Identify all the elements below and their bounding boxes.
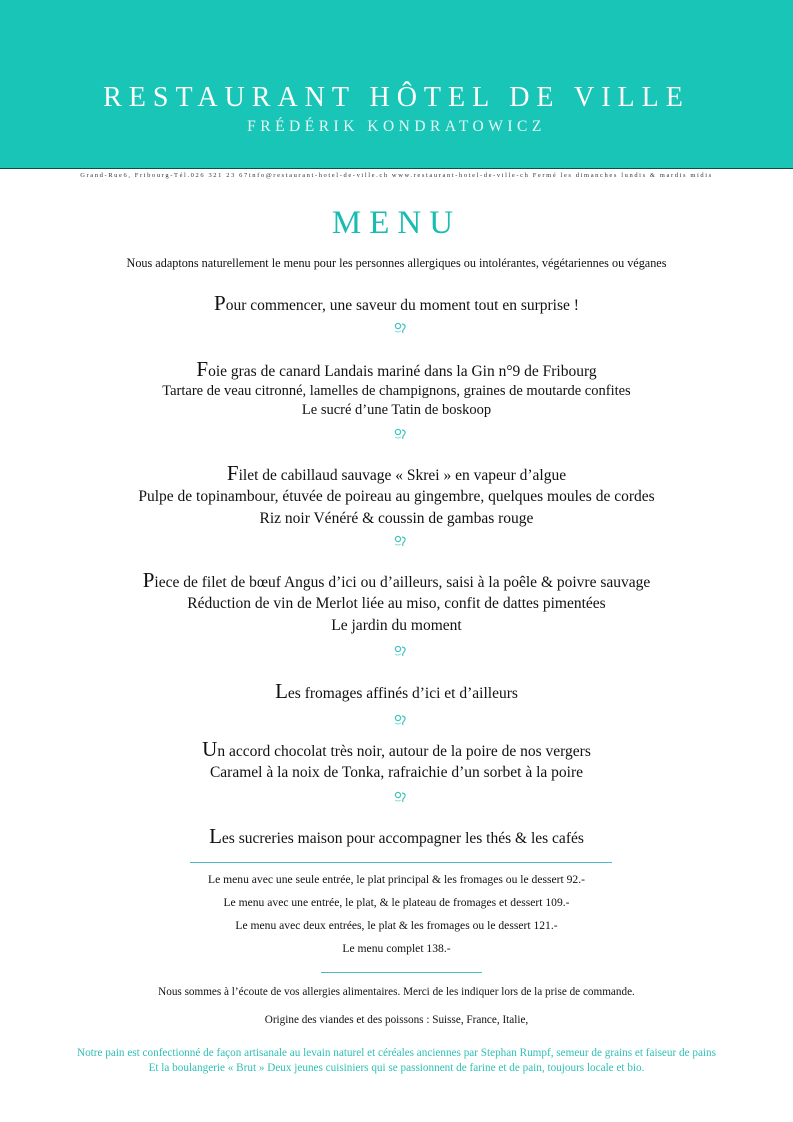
- floral-ornament-icon: [393, 791, 409, 803]
- course-detail: Riz noir Vénéré & coussin de gambas rouge: [259, 510, 534, 527]
- course-sucreries: [0, 826, 793, 849]
- course-title-text: es sucreries maison pour accompagner les thés & les cafés: [221, 830, 584, 847]
- menu-intro: Nous adaptons naturellement le menu pour les personnes allergiques ou intolérantes, végétariennes ou véganes: [126, 256, 667, 270]
- course-title-text: oie gras de canard Landais mariné dans la Gin n°9 de Fribourg: [208, 363, 597, 380]
- course-detail: Le sucré d’une Tatin de boskoop: [301, 402, 492, 418]
- contact-line: Grand-Rue6, Fribourg-Tél.026 321 23 67info@restaurant-hotel-de-ville.ch www.restaurant-hotel-de-ville-ch Fermé les dimanches lundis & mardis midis: [80, 172, 713, 179]
- course-cabillaud: [0, 463, 793, 530]
- drop-cap: L: [275, 679, 288, 703]
- course-title-text: n accord chocolat très noir, autour de la poire de nos vergers: [217, 743, 591, 760]
- course-starter-surprise: [0, 293, 793, 316]
- drop-cap: L: [209, 824, 222, 848]
- divider: [190, 862, 612, 863]
- course-title: [0, 570, 793, 593]
- drop-cap: P: [142, 568, 155, 592]
- floral-ornament-icon: [393, 428, 409, 440]
- course-title: [0, 293, 793, 316]
- course-fromages: [0, 681, 793, 704]
- floral-ornament-icon: [393, 714, 409, 726]
- chef-name: FRÉDÉRIK KONDRATOWICZ: [247, 118, 546, 135]
- drop-cap: U: [202, 737, 218, 761]
- allergy-note: Nous sommes à l’écoute de vos allergies alimentaires. Merci de les indiquer lors de la prise de commande.: [158, 986, 635, 998]
- course-title: [0, 739, 793, 762]
- floral-ornament-icon: [393, 645, 409, 657]
- bread-note-line-1: Notre pain est confectionné de façon artisanale au levain naturel et céréales anciennes par Stephan Rumpf, semeur de grains et faiseur de pains: [77, 1047, 716, 1059]
- course-title-text: iece de filet de bœuf Angus d’ici ou d’ailleurs, saisi à la poêle & poivre sauvage: [154, 574, 651, 591]
- course-title: [0, 359, 793, 382]
- divider: [321, 972, 482, 973]
- floral-ornament-icon: [393, 535, 409, 547]
- course-title: [0, 826, 793, 849]
- bread-note-line-2: Et la boulangerie « Brut » Deux jeunes cuisiniers qui se passionnent de farine et de pain, toujours locale et bio.: [148, 1062, 645, 1074]
- course-detail: Réduction de vin de Merlot liée au miso, confit de dattes pimentées: [187, 595, 606, 612]
- course-title-text: ilet de cabillaud sauvage « Skrei » en vapeur d’algue: [238, 467, 567, 484]
- course-detail: Caramel à la noix de Tonka, rafraichie d’un sorbet à la poire: [209, 764, 584, 781]
- price-line: Le menu avec une entrée, le plat, & le plateau de fromages et dessert 109.-: [223, 896, 570, 909]
- course-detail: Tartare de veau citronné, lamelles de champignons, graines de moutarde confites: [162, 383, 631, 399]
- course-title-text: es fromages affinés d’ici et d’ailleurs: [287, 685, 518, 702]
- course-detail: Pulpe de topinambour, étuvée de poireau au gingembre, quelques moules de cordes: [138, 488, 655, 505]
- course-title-text: our commencer, une saveur du moment tout en surprise !: [225, 297, 579, 314]
- restaurant-name: RESTAURANT HÔTEL DE VILLE: [103, 82, 690, 113]
- drop-cap: F: [226, 461, 239, 485]
- price-line: Le menu avec une seule entrée, le plat principal & les fromages ou le dessert 92.-: [208, 873, 585, 886]
- course-foie-gras: [0, 359, 793, 420]
- price-line: Le menu avec deux entrées, le plat & les fromages ou le dessert 121.-: [235, 919, 558, 932]
- course-title: [0, 681, 793, 704]
- course-title: [0, 463, 793, 486]
- floral-ornament-icon: [393, 322, 409, 334]
- drop-cap: P: [214, 291, 226, 315]
- header-banner: [0, 0, 793, 169]
- menu-title: MENU: [331, 205, 462, 241]
- origin-note: Origine des viandes et des poissons : Suisse, France, Italie,: [264, 1014, 529, 1026]
- course-boeuf: [0, 570, 793, 637]
- course-detail: Le jardin du moment: [331, 617, 462, 634]
- course-chocolat: [0, 739, 793, 784]
- drop-cap: F: [196, 357, 209, 381]
- price-line: Le menu complet 138.-: [342, 942, 451, 955]
